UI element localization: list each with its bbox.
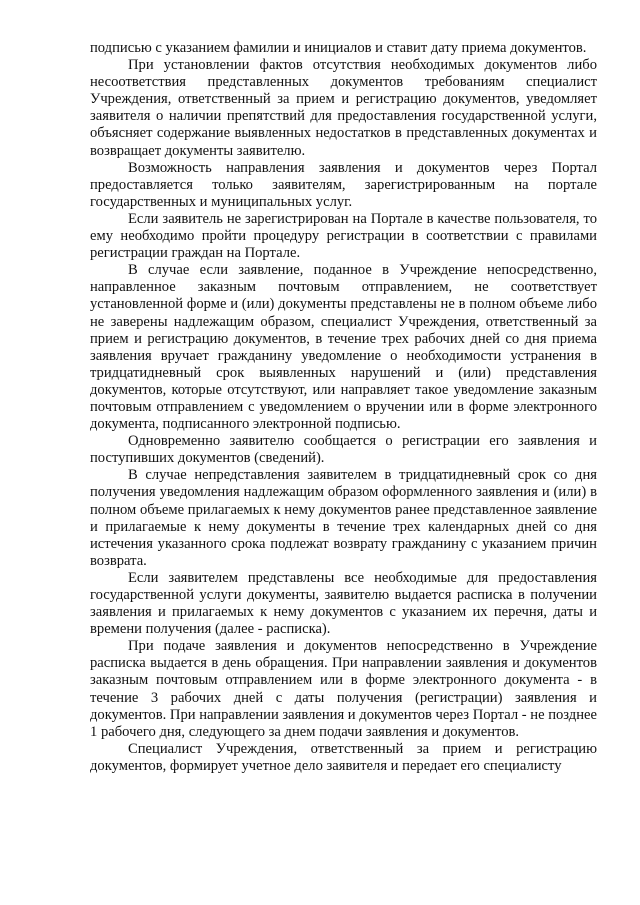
paragraph-portal-availability: Возможность направления заявления и документов через Портал предоставляется только заявителям, зарегистрированным на портале государственных и муниципальных услуг. bbox=[90, 159, 597, 210]
paragraph-receipt-issuance: Если заявителем представлены все необходимые для предоставления государственной услуги документы, заявителю выдается расписка в получении заявления и прилагаемых к нему документов с указанием их перечня, даты и времени получения (далее - расписка). bbox=[90, 569, 597, 638]
paragraph-portal-registration: Если заявитель не зарегистрирован на Портале в качестве пользователя, то ему необходимо пройти процедуру регистрации в соответствии с правилами регистрации граждан на Портале. bbox=[90, 210, 597, 262]
paragraph-receipt-timing: При подаче заявления и документов непосредственно в Учреждение расписка выдается в день обращения. При направлении заявления и документов заказным почтовым отправлением или в форме электронного документа - в течение 3 рабочих дней с даты получения (регистрации) заявления и документов. При направлении заявления и документов через Портал - не позднее 1 рабочего дня, следующего за днем подачи заявления и документов. bbox=[90, 638, 597, 740]
paragraph-missing-documents: При установлении фактов отсутствия необходимых документов либо несоответствия представленных документов требованиям специалист Учреждения, ответственный за прием и регистрацию документов, уведомляет заявителя о наличии препятствий для предоставления государственной услуги, объясняет содержание выявленных недостатков в представленных документах и возвращает документы заявителю. bbox=[90, 57, 597, 159]
paragraph-case-file: Специалист Учреждения, ответственный за прием и регистрацию документов, формирует учетное дело заявителя и передает его специалисту bbox=[90, 740, 597, 774]
document-page bbox=[90, 40, 597, 775]
paragraph-registration-notice: Одновременно заявителю сообщается о регистрации его заявления и поступивших документов (сведений). bbox=[90, 433, 597, 467]
paragraph-continuation: подписью с указанием фамилии и инициалов и ставит дату приема документов. bbox=[90, 40, 587, 56]
paragraph-return-of-documents: В случае непредставления заявителем в тридцатидневный срок со дня получения уведомления надлежащим образом оформленного заявления и (или) в полном объеме прилагаемых к нему документов ранее представленное заявление и прилагаемые к нему документы в течение трех календарных дней со дня истечения указанного срока подлежат возврату гражданину с указанием причин возврата. bbox=[90, 467, 597, 569]
paragraph-nonconforming-application: В случае если заявление, поданное в Учреждение непосредственно, направленное заказным почтовым отправлением, не соответствует установленной форме и (или) документы представлены не в полном объеме либо не заверены надлежащим образом, специалист Учреждения, ответственный за прием и регистрацию документов, в течение трех рабочих дней со дня приема заявления вручает гражданину уведомление о необходимости устранения в тридцатидневный срок выявленных нарушений и (или) представления документов, которые отсутствуют, или направляет такое уведомление заказным почтовым отправлением с уведомлением о вручении или в форме электронного документа, подписанного электронной подписью. bbox=[90, 262, 597, 433]
